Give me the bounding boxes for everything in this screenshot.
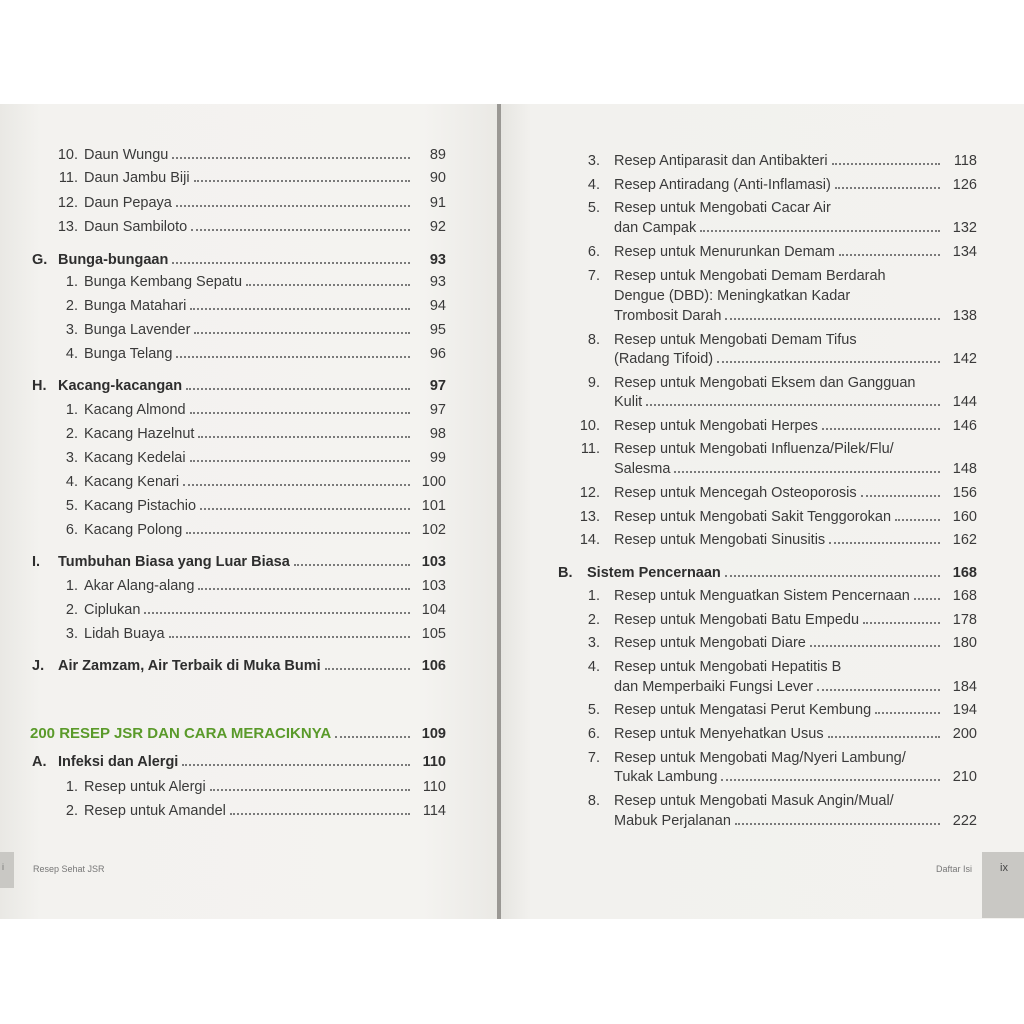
page-number: 162 [952, 532, 977, 548]
entry-title: dan Memperbaiki Fungsi Lever [614, 679, 814, 695]
book-gutter [497, 104, 501, 919]
entry-number: 1. [65, 779, 78, 795]
dot-leader [176, 205, 410, 207]
entry-title: Air Zamzam, Air Terbaik di Muka Bumi [58, 658, 321, 674]
page-number: 109 [421, 726, 446, 742]
entry-number: 9. [587, 375, 600, 391]
dot-leader [674, 471, 940, 473]
entry-title: Resep untuk Mengobati Demam Berdarah [614, 268, 886, 284]
entry-title: (Radang Tifoid) [614, 351, 714, 367]
entry-title: Resep untuk Mengobati Batu Empedu [614, 612, 860, 628]
entry-title: Kacang Kedelai [84, 450, 186, 466]
entry-number: 5. [587, 702, 600, 718]
entry-number: 5. [587, 200, 600, 216]
page-number: 105 [421, 626, 446, 642]
entry-number: 2. [65, 426, 78, 442]
entry-title: Kacang Pistachio [84, 498, 197, 514]
dot-leader [700, 230, 940, 232]
page-number: 104 [421, 602, 446, 618]
right-footer: Daftar Isi [936, 864, 973, 874]
dot-leader [646, 404, 940, 406]
entry-title: Resep untuk Mengobati Influenza/Pilek/Flu/ [614, 441, 894, 457]
left-footer: Resep Sehat JSR [33, 864, 105, 874]
dot-leader [172, 157, 410, 159]
entry-title: Resep untuk Mencegah Osteoporosis [614, 485, 857, 501]
entry-title: Daun Pepaya [84, 195, 172, 211]
page-number: 222 [952, 813, 977, 829]
dot-leader [717, 361, 940, 363]
entry-number: J. [32, 658, 45, 674]
entry-title: Resep untuk Alergi [84, 779, 206, 795]
page-number: 194 [952, 702, 977, 718]
dot-leader [198, 588, 410, 590]
page-number: 156 [952, 485, 977, 501]
page-number: 142 [952, 351, 977, 367]
entry-title: Kacang Kenari [84, 474, 180, 490]
entry-number: 7. [587, 750, 600, 766]
entry-title: Kulit [614, 394, 643, 410]
entry-title: Trombosit Darah [614, 308, 722, 324]
entry-title: Kacang-kacangan [58, 378, 183, 394]
entry-title: Bunga Lavender [84, 322, 191, 338]
page-number: 91 [429, 195, 446, 211]
entry-title: Resep untuk Mengobati Sinusitis [614, 532, 826, 548]
dot-leader [198, 436, 410, 438]
entry-number: 8. [587, 793, 600, 809]
entry-title: Kacang Hazelnut [84, 426, 195, 442]
page-number: 126 [952, 177, 977, 193]
entry-number: 6. [587, 244, 600, 260]
entry-title: Infeksi dan Alergi [58, 754, 179, 770]
page-number: 102 [421, 522, 446, 538]
page-number: 100 [421, 474, 446, 490]
entry-number: I. [32, 554, 41, 570]
entry-title: Bunga-bungaan [58, 252, 169, 268]
page-number: 89 [429, 147, 446, 163]
page-number: 94 [429, 298, 446, 314]
page-number: 184 [952, 679, 977, 695]
entry-title: Kacang Polong [84, 522, 183, 538]
entry-number: 3. [65, 322, 78, 338]
entry-number: 3. [65, 626, 78, 642]
entry-title: Daun Sambiloto [84, 219, 188, 235]
entry-title: Daun Jambu Biji [84, 170, 190, 186]
entry-title: Bunga Matahari [84, 298, 187, 314]
page-number: 110 [422, 779, 446, 795]
dot-leader [190, 460, 410, 462]
page-number: 168 [952, 588, 977, 604]
dot-leader [721, 779, 940, 781]
entry-number: 14. [579, 532, 600, 548]
page-number: 146 [952, 418, 977, 434]
dot-leader [817, 689, 940, 691]
entry-number: 1. [65, 402, 78, 418]
page-number: 93 [429, 274, 446, 290]
entry-title: Daun Wungu [84, 147, 169, 163]
page-number: 99 [429, 450, 446, 466]
page-number: 210 [952, 769, 977, 785]
entry-number: 11. [580, 441, 600, 457]
page-number: 106 [421, 658, 446, 674]
entry-title: Resep untuk Mengobati Eksem dan Gangguan [614, 375, 916, 391]
entry-number: 12. [579, 485, 600, 501]
dot-leader [839, 254, 940, 256]
page-number: 93 [429, 252, 446, 268]
entry-title: Bunga Telang [84, 346, 173, 362]
entry-number: 1. [65, 274, 78, 290]
entry-title: Resep untuk Mengobati Cacar Air [614, 200, 831, 216]
entry-number: 4. [587, 177, 600, 193]
entry-number: 3. [65, 450, 78, 466]
entry-title: Ciplukan [84, 602, 141, 618]
entry-title: 200 RESEP JSR DAN CARA MERACIKNYA [30, 725, 332, 742]
dot-leader [186, 532, 410, 534]
dot-leader [835, 187, 940, 189]
dot-leader [725, 318, 940, 320]
entry-number: 2. [65, 803, 78, 819]
dot-leader [183, 484, 410, 486]
entry-title: Resep untuk Mengobati Mag/Nyeri Lambung/ [614, 750, 906, 766]
entry-number: 13. [579, 509, 600, 525]
entry-title: Lidah Buaya [84, 626, 165, 642]
entry-title: Resep untuk Mengobati Hepatitis B [614, 659, 842, 675]
entry-number: 3. [587, 635, 600, 651]
entry-number: 3. [587, 153, 600, 169]
entry-number: 4. [587, 659, 600, 675]
dot-leader [829, 542, 940, 544]
entry-number: 1. [65, 578, 78, 594]
dot-leader [190, 412, 410, 414]
left-page-marker: i [2, 862, 4, 872]
entry-title: Mabuk Perjalanan [614, 813, 731, 829]
page-number: 103 [421, 554, 446, 570]
entry-number: 12. [57, 195, 78, 211]
entry-title: Resep untuk Mengatasi Perut Kembung [614, 702, 872, 718]
page-number: 103 [421, 578, 446, 594]
page-number: 178 [952, 612, 977, 628]
dot-leader [725, 575, 940, 577]
dot-leader [194, 332, 410, 334]
dot-leader [182, 764, 410, 766]
dot-leader [828, 736, 940, 738]
dot-leader [200, 508, 410, 510]
dot-leader [832, 163, 940, 165]
entry-number: G. [32, 252, 48, 268]
entry-number: 2. [65, 602, 78, 618]
page-number: 200 [952, 726, 977, 742]
page-number: 95 [429, 322, 446, 338]
entry-title: Resep untuk Amandel [84, 803, 226, 819]
page-number: 160 [952, 509, 977, 525]
entry-title: Tukak Lambung [614, 769, 718, 785]
page-number: 134 [952, 244, 977, 260]
entry-title: Bunga Kembang Sepatu [84, 274, 243, 290]
entry-number: 10. [579, 418, 600, 434]
dot-leader [735, 823, 940, 825]
page-number: 92 [429, 219, 446, 235]
entry-title: Tumbuhan Biasa yang Luar Biasa [58, 554, 290, 570]
page-number: 96 [429, 346, 446, 362]
entry-title: Resep untuk Mengobati Herpes [614, 418, 818, 434]
page-number: 114 [422, 803, 446, 819]
entry-title: Akar Alang-alang [84, 578, 195, 594]
page-number: 101 [421, 498, 446, 514]
entry-title: Sistem Pencernaan [587, 565, 721, 581]
right-page-marker: ix [1000, 862, 1008, 874]
page-number: 168 [952, 565, 977, 581]
dot-leader [230, 813, 410, 815]
dot-leader [144, 612, 410, 614]
entry-number: 2. [65, 298, 78, 314]
dot-leader [176, 356, 410, 358]
entry-title: Resep Antiparasit dan Antibakteri [614, 153, 828, 169]
entry-number: 13. [57, 219, 78, 235]
page-number: 98 [429, 426, 446, 442]
page-number: 118 [953, 153, 977, 169]
entry-title: Resep untuk Menyehatkan Usus [614, 726, 824, 742]
entry-number: B. [558, 565, 573, 581]
page-number: 138 [952, 308, 977, 324]
dot-leader [191, 229, 410, 231]
entry-title: dan Campak [614, 220, 697, 236]
page-number: 148 [952, 461, 977, 477]
dot-leader [172, 262, 410, 264]
entry-title: Resep untuk Mengobati Sakit Tenggorokan [614, 509, 892, 525]
entry-number: 1. [587, 588, 600, 604]
page-number: 90 [429, 170, 446, 186]
dot-leader [190, 308, 410, 310]
dot-leader [210, 789, 410, 791]
entry-number: H. [32, 378, 47, 394]
page-number: 110 [422, 754, 446, 770]
entry-number: 6. [65, 522, 78, 538]
dot-leader [186, 388, 410, 390]
page-number: 97 [429, 402, 446, 418]
page-number: 97 [429, 378, 446, 394]
dot-leader [822, 428, 940, 430]
page-number: 132 [952, 220, 977, 236]
entry-title: Resep untuk Mengobati Masuk Angin/Mual/ [614, 793, 894, 809]
entry-title: Kacang Almond [84, 402, 186, 418]
entry-number: 2. [587, 612, 600, 628]
entry-title: Dengue (DBD): Meningkatkan Kadar [614, 288, 851, 304]
entry-title: Resep untuk Menguatkan Sistem Pencernaan [614, 588, 910, 604]
entry-number: 4. [65, 474, 78, 490]
dot-leader [169, 636, 410, 638]
dot-leader [246, 284, 410, 286]
entry-number: 7. [587, 268, 600, 284]
page-number: 180 [952, 635, 977, 651]
entry-number: 11. [58, 170, 78, 186]
entry-number: 6. [587, 726, 600, 742]
entry-title: Resep Antiradang (Anti-Inflamasi) [614, 177, 831, 193]
entry-title: Salesma [614, 461, 671, 477]
dot-leader [810, 645, 940, 647]
entry-title: Resep untuk Menurunkan Demam [614, 244, 835, 260]
entry-number: 4. [65, 346, 78, 362]
entry-title: Resep untuk Mengobati Diare [614, 635, 806, 651]
dot-leader [194, 180, 410, 182]
entry-number: 5. [65, 498, 78, 514]
entry-number: 8. [587, 332, 600, 348]
page-number: 144 [952, 394, 977, 410]
dot-leader [294, 564, 410, 566]
entry-number: A. [32, 754, 47, 770]
entry-title: Resep untuk Mengobati Demam Tifus [614, 332, 857, 348]
entry-number: 10. [57, 147, 78, 163]
